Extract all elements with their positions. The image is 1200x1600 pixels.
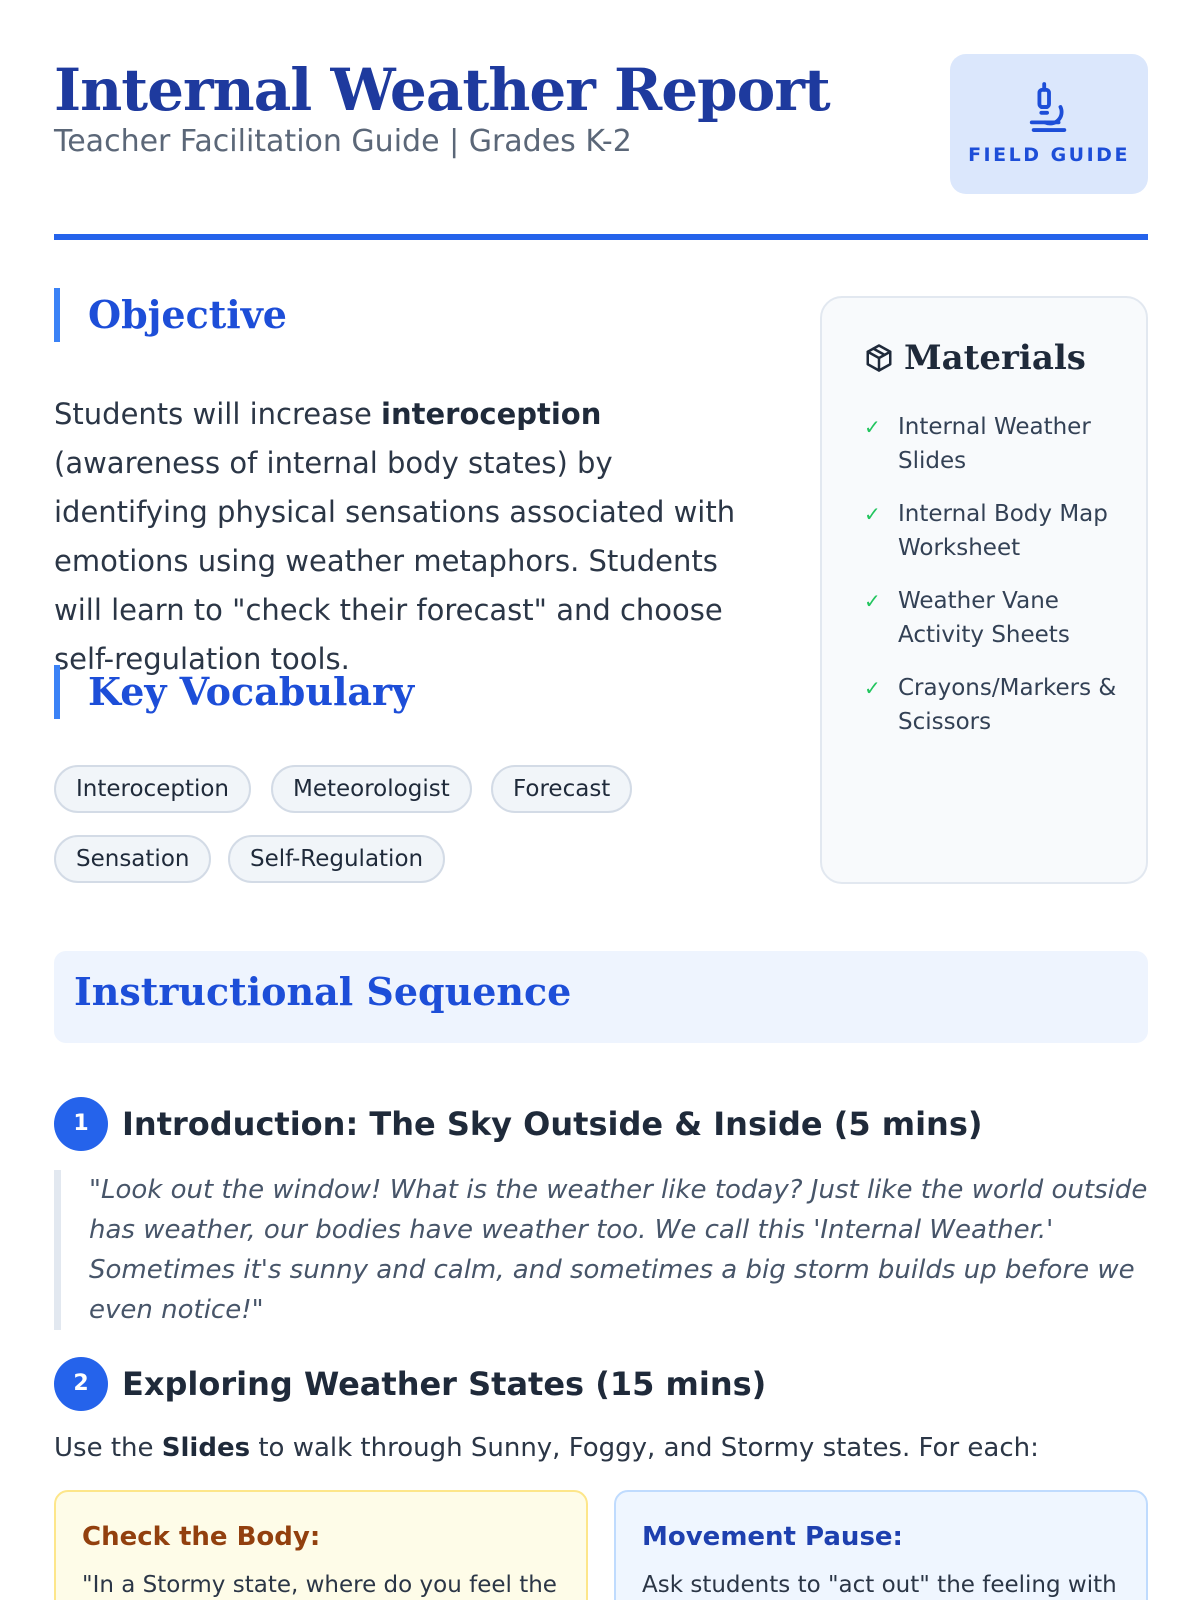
callout-text: Ask students to "act out" the feeling with xyxy=(642,1572,1117,1598)
callout-title: Movement Pause: xyxy=(642,1522,903,1552)
step-number: 2 xyxy=(54,1357,108,1411)
microscope-icon xyxy=(1026,82,1072,134)
materials-list xyxy=(864,410,1134,758)
step-title: Introduction: The Sky Outside & Inside (5 mins) xyxy=(122,1105,983,1143)
check-icon: ✓ xyxy=(864,502,881,526)
page-header xyxy=(54,52,1148,192)
materials-item-label: Internal Body Map Worksheet xyxy=(898,501,1108,561)
materials-item-label: Crayons/Markers & Scissors xyxy=(898,675,1117,735)
objective-text-end: (awareness of internal body states) by identifying physical sensations associated with emotions using weather metaphors. Students will learn to "check their forecast" and choose self-regulation tools. xyxy=(54,446,736,676)
check-icon: ✓ xyxy=(864,676,881,700)
objective-text xyxy=(54,390,754,684)
vocab-chip: Meteorologist xyxy=(271,765,472,813)
vocab-chip: Interoception xyxy=(54,765,251,813)
vocab-chip: Forecast xyxy=(491,765,632,813)
header-divider xyxy=(54,234,1148,240)
callout-text: "In a Stormy state, where do you feel the xyxy=(82,1572,557,1598)
sequence-heading: Instructional Sequence xyxy=(74,969,572,1014)
vocab-chip: Sensation xyxy=(54,835,211,883)
check-icon: ✓ xyxy=(864,415,881,439)
check-icon: ✓ xyxy=(864,589,881,613)
step-2-keyword: Slides xyxy=(161,1433,251,1463)
objective-text-start: Students will increase xyxy=(54,397,382,431)
materials-item xyxy=(864,671,1134,739)
vocabulary-heading: Key Vocabulary xyxy=(54,665,414,719)
materials-item-label: Internal Weather Slides xyxy=(898,414,1091,474)
page-subtitle: Teacher Facilitation Guide | Grades K-2 xyxy=(54,124,632,159)
step-2-text-start: Use the xyxy=(54,1433,162,1463)
materials-item xyxy=(864,497,1134,565)
check-the-body-callout xyxy=(54,1490,588,1600)
materials-item xyxy=(864,584,1134,652)
field-guide-badge xyxy=(950,54,1148,194)
page-title: Internal Weather Report xyxy=(54,56,830,124)
materials-card xyxy=(820,296,1148,884)
materials-item xyxy=(864,410,1134,478)
objective-keyword: interoception xyxy=(381,397,602,431)
step-title: Exploring Weather States (15 mins) xyxy=(122,1365,767,1403)
objective-heading: Objective xyxy=(54,288,287,342)
movement-pause-callout xyxy=(614,1490,1148,1600)
vocab-chip: Self-Regulation xyxy=(228,835,445,883)
step-number: 1 xyxy=(54,1097,108,1151)
materials-heading xyxy=(864,338,1086,378)
package-icon xyxy=(864,343,894,373)
callout-title: Check the Body: xyxy=(82,1522,321,1552)
badge-label: FIELD GUIDE xyxy=(968,144,1130,166)
step-2-instructions xyxy=(54,1433,1039,1463)
materials-item-label: Weather Vane Activity Sheets xyxy=(898,588,1070,648)
materials-heading-text: Materials xyxy=(904,338,1086,378)
teacher-script-quote: "Look out the window! What is the weather like today? Just like the world outside has weather, our bodies have weather too. We call this 'Internal Weather.' Sometimes it's sunny and calm, and sometimes a big storm builds up before we even notice!" xyxy=(54,1170,1148,1330)
step-2-text-end: to walk through Sunny, Foggy, and Stormy states. For each: xyxy=(250,1433,1039,1463)
sequence-banner xyxy=(54,951,1148,1043)
